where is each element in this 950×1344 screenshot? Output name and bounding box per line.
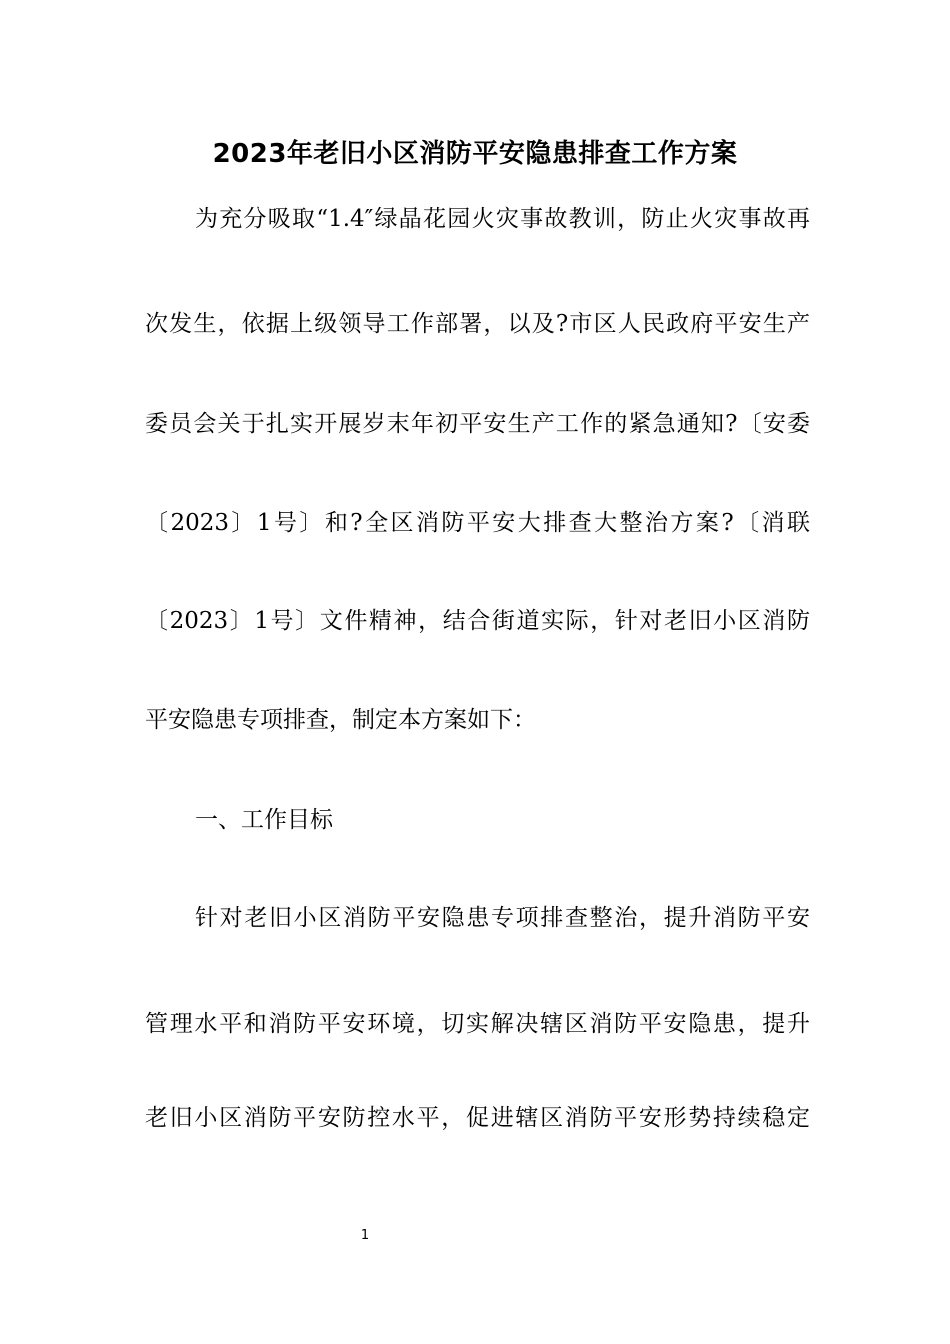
paragraph-line: 管理水平和消防平安环境，切实解决辖区消防平安隐患，提升 xyxy=(145,1011,810,1037)
document-title: 2023年老旧小区消防平安隐患排查工作方案 xyxy=(212,139,738,169)
paragraph-line: 委员会关于扎实开展岁末年初平安生产工作的紧急通知?〔安委 xyxy=(145,411,810,437)
paragraph-line: 次发生，依据上级领导工作部署，以及?市区人民政府平安生产 xyxy=(145,311,810,337)
section-heading: 一、工作目标 xyxy=(195,807,333,833)
paragraph-line: 老旧小区消防平安防控水平，促进辖区消防平安形势持续稳定 xyxy=(145,1105,810,1131)
paragraph-line: 为充分吸取“1.4″绿晶花园火灾事故教训，防止火灾事故再 xyxy=(195,206,810,232)
page-number: 1 xyxy=(360,1228,370,1243)
paragraph-line: 平安隐患专项排查，制定本方案如下： xyxy=(145,707,536,733)
paragraph-line: 〔2023〕1号〕和?全区消防平安大排查大整治方案?〔消联 xyxy=(145,510,810,536)
paragraph-line: 针对老旧小区消防平安隐患专项排查整治，提升消防平安 xyxy=(195,905,810,931)
paragraph-line: 〔2023〕1号〕文件精神，结合街道实际，针对老旧小区消防 xyxy=(145,608,810,634)
